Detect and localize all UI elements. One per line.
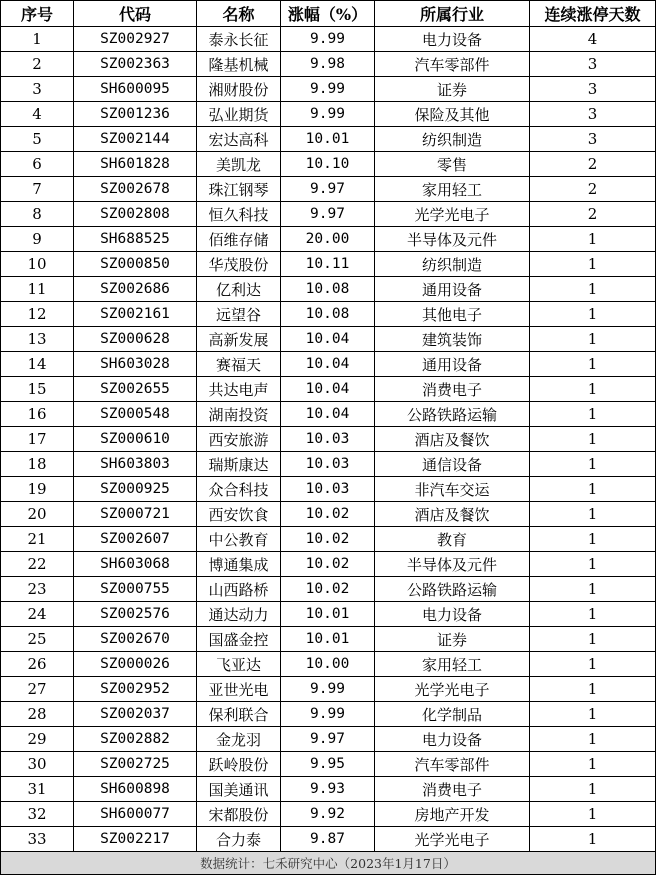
cell-index: 29 <box>1 727 74 752</box>
cell-industry: 电力设备 <box>375 602 530 627</box>
cell-change-pct: 9.99 <box>281 77 375 102</box>
cell-consecutive-days: 1 <box>530 327 656 352</box>
header-consecutive-days: 连续涨停天数 <box>530 1 656 27</box>
cell-index: 18 <box>1 452 74 477</box>
cell-industry: 家用轻工 <box>375 177 530 202</box>
cell-change-pct: 9.97 <box>281 727 375 752</box>
header-code: 代码 <box>74 1 197 27</box>
cell-name: 山西路桥 <box>197 577 281 602</box>
cell-code: SH603068 <box>74 552 197 577</box>
header-index: 序号 <box>1 1 74 27</box>
cell-consecutive-days: 1 <box>530 277 656 302</box>
cell-consecutive-days: 2 <box>530 152 656 177</box>
cell-consecutive-days: 1 <box>530 677 656 702</box>
cell-industry: 光学光电子 <box>375 677 530 702</box>
cell-change-pct: 9.98 <box>281 52 375 77</box>
cell-consecutive-days: 1 <box>530 477 656 502</box>
cell-industry: 通信设备 <box>375 452 530 477</box>
cell-name: 弘业期货 <box>197 102 281 127</box>
cell-name: 宋都股份 <box>197 802 281 827</box>
cell-industry: 半导体及元件 <box>375 227 530 252</box>
cell-industry: 其他电子 <box>375 302 530 327</box>
table-row <box>1 527 656 552</box>
cell-index: 22 <box>1 552 74 577</box>
cell-consecutive-days: 1 <box>530 452 656 477</box>
cell-change-pct: 10.01 <box>281 627 375 652</box>
cell-index: 14 <box>1 352 74 377</box>
cell-change-pct: 9.99 <box>281 702 375 727</box>
table-row <box>1 127 656 152</box>
cell-change-pct: 10.01 <box>281 602 375 627</box>
header-row <box>1 1 656 27</box>
cell-code: SZ002952 <box>74 677 197 702</box>
table-row <box>1 227 656 252</box>
cell-industry: 教育 <box>375 527 530 552</box>
table-row <box>1 752 656 777</box>
cell-index: 20 <box>1 502 74 527</box>
cell-index: 21 <box>1 527 74 552</box>
cell-code: SH600077 <box>74 802 197 827</box>
cell-consecutive-days: 3 <box>530 52 656 77</box>
cell-index: 24 <box>1 602 74 627</box>
header-change-pct: 涨幅（%） <box>281 1 375 27</box>
cell-consecutive-days: 1 <box>530 552 656 577</box>
cell-name: 泰永长征 <box>197 27 281 52</box>
cell-industry: 保险及其他 <box>375 102 530 127</box>
cell-change-pct: 10.02 <box>281 577 375 602</box>
cell-name: 西安饮食 <box>197 502 281 527</box>
cell-change-pct: 9.92 <box>281 802 375 827</box>
cell-code: SZ002607 <box>74 527 197 552</box>
cell-change-pct: 10.04 <box>281 327 375 352</box>
cell-code: SZ001236 <box>74 102 197 127</box>
cell-change-pct: 9.99 <box>281 102 375 127</box>
cell-consecutive-days: 1 <box>530 252 656 277</box>
cell-industry: 半导体及元件 <box>375 552 530 577</box>
cell-code: SZ002725 <box>74 752 197 777</box>
cell-change-pct: 9.99 <box>281 27 375 52</box>
cell-consecutive-days: 2 <box>530 177 656 202</box>
cell-change-pct: 9.93 <box>281 777 375 802</box>
cell-consecutive-days: 1 <box>530 802 656 827</box>
table-row <box>1 627 656 652</box>
cell-consecutive-days: 1 <box>530 727 656 752</box>
table-row <box>1 177 656 202</box>
cell-change-pct: 10.08 <box>281 277 375 302</box>
cell-consecutive-days: 1 <box>530 627 656 652</box>
cell-industry: 纺织制造 <box>375 127 530 152</box>
cell-index: 1 <box>1 27 74 52</box>
cell-consecutive-days: 1 <box>530 777 656 802</box>
cell-code: SZ000026 <box>74 652 197 677</box>
cell-change-pct: 10.04 <box>281 402 375 427</box>
cell-consecutive-days: 1 <box>530 352 656 377</box>
cell-name: 亿利达 <box>197 277 281 302</box>
table-row <box>1 677 656 702</box>
table-row <box>1 152 656 177</box>
header-industry: 所属行业 <box>375 1 530 27</box>
cell-code: SZ002927 <box>74 27 197 52</box>
cell-name: 瑞斯康达 <box>197 452 281 477</box>
table-row <box>1 727 656 752</box>
table-row <box>1 377 656 402</box>
cell-change-pct: 9.97 <box>281 177 375 202</box>
cell-industry: 电力设备 <box>375 727 530 752</box>
cell-code: SZ000925 <box>74 477 197 502</box>
cell-code: SZ002144 <box>74 127 197 152</box>
cell-industry: 公路铁路运输 <box>375 402 530 427</box>
cell-consecutive-days: 1 <box>530 377 656 402</box>
cell-index: 10 <box>1 252 74 277</box>
cell-change-pct: 20.00 <box>281 227 375 252</box>
table-row <box>1 202 656 227</box>
cell-index: 3 <box>1 77 74 102</box>
table-row <box>1 452 656 477</box>
cell-industry: 通用设备 <box>375 277 530 302</box>
table-row <box>1 827 656 852</box>
cell-code: SH600095 <box>74 77 197 102</box>
cell-industry: 非汽车交运 <box>375 477 530 502</box>
cell-name: 珠江钢琴 <box>197 177 281 202</box>
cell-name: 飞亚达 <box>197 652 281 677</box>
cell-index: 30 <box>1 752 74 777</box>
cell-change-pct: 10.01 <box>281 127 375 152</box>
cell-code: SZ000548 <box>74 402 197 427</box>
cell-consecutive-days: 1 <box>530 702 656 727</box>
cell-industry: 零售 <box>375 152 530 177</box>
cell-index: 26 <box>1 652 74 677</box>
cell-consecutive-days: 4 <box>530 27 656 52</box>
footer-row <box>1 852 656 875</box>
cell-index: 19 <box>1 477 74 502</box>
cell-change-pct: 10.02 <box>281 552 375 577</box>
cell-code: SZ002363 <box>74 52 197 77</box>
cell-change-pct: 10.11 <box>281 252 375 277</box>
cell-index: 15 <box>1 377 74 402</box>
cell-code: SZ002655 <box>74 377 197 402</box>
cell-industry: 消费电子 <box>375 377 530 402</box>
cell-index: 33 <box>1 827 74 852</box>
cell-consecutive-days: 1 <box>530 302 656 327</box>
table-row <box>1 327 656 352</box>
cell-code: SZ002670 <box>74 627 197 652</box>
cell-code: SZ002217 <box>74 827 197 852</box>
cell-code: SH603028 <box>74 352 197 377</box>
cell-code: SZ002037 <box>74 702 197 727</box>
cell-industry: 酒店及餐饮 <box>375 502 530 527</box>
cell-change-pct: 10.02 <box>281 527 375 552</box>
cell-consecutive-days: 1 <box>530 577 656 602</box>
cell-change-pct: 9.95 <box>281 752 375 777</box>
cell-name: 隆基机械 <box>197 52 281 77</box>
cell-code: SZ000850 <box>74 252 197 277</box>
cell-consecutive-days: 1 <box>530 502 656 527</box>
table-row <box>1 402 656 427</box>
cell-name: 保利联合 <box>197 702 281 727</box>
cell-consecutive-days: 1 <box>530 827 656 852</box>
cell-change-pct: 10.04 <box>281 377 375 402</box>
cell-change-pct: 10.04 <box>281 352 375 377</box>
cell-industry: 化学制品 <box>375 702 530 727</box>
cell-code: SZ000628 <box>74 327 197 352</box>
cell-industry: 汽车零部件 <box>375 52 530 77</box>
cell-index: 8 <box>1 202 74 227</box>
cell-industry: 公路铁路运输 <box>375 577 530 602</box>
cell-name: 通达动力 <box>197 602 281 627</box>
table-row <box>1 502 656 527</box>
cell-change-pct: 10.02 <box>281 502 375 527</box>
cell-index: 31 <box>1 777 74 802</box>
table-row <box>1 427 656 452</box>
cell-name: 远望谷 <box>197 302 281 327</box>
cell-code: SH603803 <box>74 452 197 477</box>
cell-index: 17 <box>1 427 74 452</box>
cell-consecutive-days: 1 <box>530 652 656 677</box>
cell-consecutive-days: 2 <box>530 202 656 227</box>
cell-name: 美凯龙 <box>197 152 281 177</box>
cell-index: 28 <box>1 702 74 727</box>
cell-name: 高新发展 <box>197 327 281 352</box>
cell-name: 恒久科技 <box>197 202 281 227</box>
cell-change-pct: 9.99 <box>281 677 375 702</box>
cell-industry: 房地产开发 <box>375 802 530 827</box>
cell-industry: 光学光电子 <box>375 202 530 227</box>
cell-industry: 光学光电子 <box>375 827 530 852</box>
table-row <box>1 552 656 577</box>
cell-index: 25 <box>1 627 74 652</box>
cell-consecutive-days: 3 <box>530 127 656 152</box>
cell-index: 4 <box>1 102 74 127</box>
cell-consecutive-days: 1 <box>530 427 656 452</box>
cell-index: 11 <box>1 277 74 302</box>
cell-name: 共达电声 <box>197 377 281 402</box>
table-row <box>1 352 656 377</box>
cell-name: 国盛金控 <box>197 627 281 652</box>
cell-industry: 电力设备 <box>375 27 530 52</box>
cell-change-pct: 10.10 <box>281 152 375 177</box>
table-row <box>1 652 656 677</box>
cell-name: 西安旅游 <box>197 427 281 452</box>
cell-industry: 纺织制造 <box>375 252 530 277</box>
table-row <box>1 102 656 127</box>
cell-change-pct: 10.03 <box>281 452 375 477</box>
cell-code: SZ000610 <box>74 427 197 452</box>
cell-code: SH601828 <box>74 152 197 177</box>
cell-change-pct: 9.87 <box>281 827 375 852</box>
cell-code: SZ000721 <box>74 502 197 527</box>
cell-index: 13 <box>1 327 74 352</box>
cell-code: SZ002686 <box>74 277 197 302</box>
table-row <box>1 802 656 827</box>
cell-consecutive-days: 3 <box>530 77 656 102</box>
cell-consecutive-days: 1 <box>530 527 656 552</box>
cell-name: 跃岭股份 <box>197 752 281 777</box>
cell-industry: 通用设备 <box>375 352 530 377</box>
cell-index: 23 <box>1 577 74 602</box>
cell-change-pct: 10.03 <box>281 427 375 452</box>
cell-code: SZ000755 <box>74 577 197 602</box>
cell-change-pct: 10.03 <box>281 477 375 502</box>
table-row <box>1 302 656 327</box>
cell-index: 6 <box>1 152 74 177</box>
cell-index: 5 <box>1 127 74 152</box>
cell-consecutive-days: 1 <box>530 752 656 777</box>
table-row <box>1 252 656 277</box>
table-row <box>1 577 656 602</box>
cell-code: SZ002576 <box>74 602 197 627</box>
cell-industry: 建筑装饰 <box>375 327 530 352</box>
cell-name: 博通集成 <box>197 552 281 577</box>
cell-consecutive-days: 1 <box>530 602 656 627</box>
cell-name: 国美通讯 <box>197 777 281 802</box>
cell-industry: 证券 <box>375 627 530 652</box>
cell-industry: 消费电子 <box>375 777 530 802</box>
cell-index: 12 <box>1 302 74 327</box>
cell-name: 湖南投资 <box>197 402 281 427</box>
cell-industry: 证券 <box>375 77 530 102</box>
cell-change-pct: 9.97 <box>281 202 375 227</box>
cell-name: 赛福天 <box>197 352 281 377</box>
table-row <box>1 27 656 52</box>
cell-index: 2 <box>1 52 74 77</box>
cell-consecutive-days: 1 <box>530 402 656 427</box>
cell-index: 27 <box>1 677 74 702</box>
cell-name: 佰维存储 <box>197 227 281 252</box>
cell-name: 金龙羽 <box>197 727 281 752</box>
cell-code: SH600898 <box>74 777 197 802</box>
header-name: 名称 <box>197 1 281 27</box>
source-note: 数据统计：七禾研究中心（2023年1月17日） <box>1 852 656 875</box>
cell-industry: 酒店及餐饮 <box>375 427 530 452</box>
cell-index: 7 <box>1 177 74 202</box>
cell-name: 亚世光电 <box>197 677 281 702</box>
cell-name: 华茂股份 <box>197 252 281 277</box>
cell-index: 9 <box>1 227 74 252</box>
table-row <box>1 52 656 77</box>
cell-index: 32 <box>1 802 74 827</box>
table-row <box>1 277 656 302</box>
cell-name: 中公教育 <box>197 527 281 552</box>
cell-consecutive-days: 1 <box>530 227 656 252</box>
cell-index: 16 <box>1 402 74 427</box>
table-row <box>1 702 656 727</box>
cell-industry: 家用轻工 <box>375 652 530 677</box>
cell-code: SZ002161 <box>74 302 197 327</box>
table-row <box>1 777 656 802</box>
cell-code: SZ002808 <box>74 202 197 227</box>
cell-name: 众合科技 <box>197 477 281 502</box>
cell-code: SZ002678 <box>74 177 197 202</box>
cell-code: SH688525 <box>74 227 197 252</box>
table-row <box>1 477 656 502</box>
cell-name: 宏达高科 <box>197 127 281 152</box>
cell-code: SZ002882 <box>74 727 197 752</box>
cell-name: 湘财股份 <box>197 77 281 102</box>
cell-consecutive-days: 3 <box>530 102 656 127</box>
cell-industry: 汽车零部件 <box>375 752 530 777</box>
table-row <box>1 602 656 627</box>
cell-change-pct: 10.00 <box>281 652 375 677</box>
table-row <box>1 77 656 102</box>
cell-name: 合力泰 <box>197 827 281 852</box>
cell-change-pct: 10.08 <box>281 302 375 327</box>
